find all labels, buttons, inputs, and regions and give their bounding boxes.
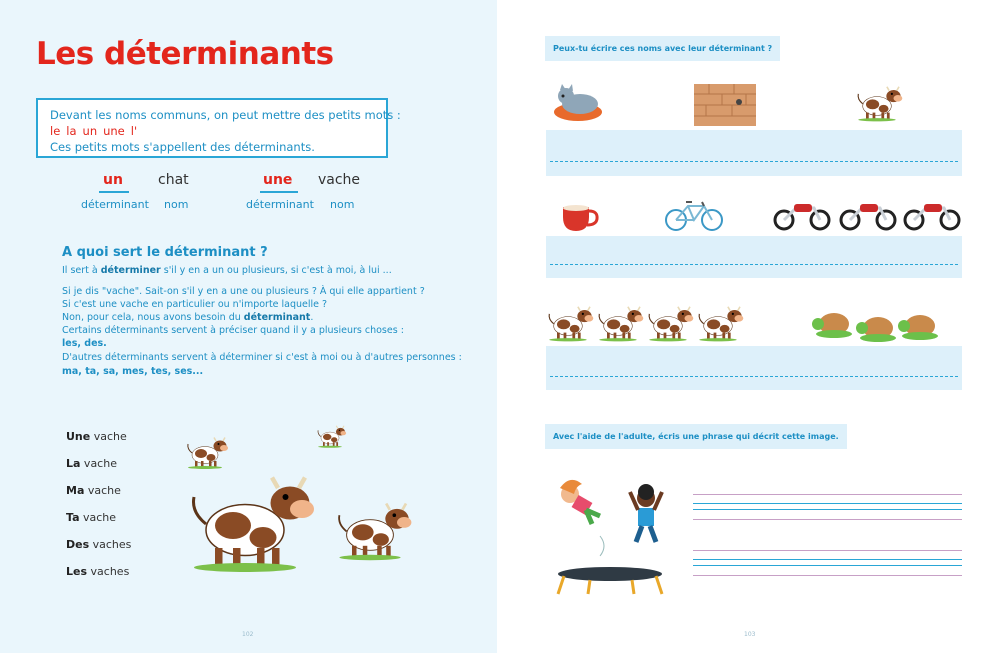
list-item: Ta vache — [66, 511, 117, 524]
cow-icon — [194, 478, 315, 573]
example-1-noun-label: nom — [164, 198, 189, 211]
cow-icon — [649, 307, 693, 342]
cow-icon — [188, 438, 228, 470]
paragraph-6: les, des. — [62, 338, 107, 349]
instruction-1: Peux-tu écrire ces noms avec leur déterminant ? — [545, 36, 780, 61]
example-1-det-label: déterminant — [81, 198, 149, 211]
instruction-2: Avec l'aide de l'adulte, écris une phrase qui décrit cette image. — [545, 424, 847, 449]
bicycle-icon — [664, 196, 724, 232]
left-page — [0, 0, 497, 653]
determiner-la: la — [66, 124, 77, 138]
turtle-icon — [898, 315, 938, 340]
cow-icon — [599, 307, 643, 342]
rule-line-3: Ces petits mots s'appellent des déterminants. — [50, 140, 315, 154]
list-item: Ma vache — [66, 484, 121, 497]
motorbike-icon — [841, 204, 895, 229]
cat-icon — [550, 84, 610, 124]
section-heading: A quoi sert le déterminant ? — [62, 245, 268, 260]
motorbike-icon — [775, 204, 829, 229]
list-item: Les vaches — [66, 565, 130, 578]
example-2-det-label: déterminant — [246, 198, 314, 211]
motorbike-group — [774, 200, 962, 232]
dashed-line — [550, 376, 958, 377]
cow-icon — [549, 307, 593, 342]
writing-line — [693, 559, 962, 560]
turtle-icon — [856, 317, 896, 342]
example-2-noun-label: nom — [330, 198, 355, 211]
paragraph-3: Si c'est une vache en particulier ou n'importe laquelle ? — [62, 299, 328, 310]
cows-illustration — [0, 0, 497, 653]
example-2-noun: vache — [318, 172, 361, 188]
wall-icon — [694, 84, 756, 126]
writing-line — [693, 550, 962, 551]
cup-icon — [561, 203, 599, 233]
determiner-le: le — [50, 124, 61, 138]
cow-icon — [855, 82, 911, 124]
cow-icon — [318, 426, 346, 448]
write-band-1 — [546, 130, 962, 176]
determiner-un: un — [82, 124, 98, 138]
write-band-3 — [546, 346, 962, 390]
page-number: 102 — [242, 631, 254, 638]
list-item: Des vaches — [66, 538, 132, 551]
dashed-line — [550, 264, 958, 265]
writing-line — [693, 509, 962, 510]
motorbike-icon — [905, 204, 959, 229]
turtles-row — [810, 302, 946, 342]
determiner-l: l' — [130, 124, 138, 138]
writing-line — [693, 494, 962, 495]
turtle-icon — [812, 313, 852, 338]
dashed-line — [550, 161, 958, 162]
rule-line-1: Devant les noms communs, on peut mettre des petits mots : — [50, 108, 401, 122]
paragraph-8: ma, ta, sa, mes, tes, ses... — [62, 366, 204, 377]
list-item: Une vache — [66, 430, 127, 443]
page-number: 103 — [744, 631, 756, 638]
example-1-noun: chat — [158, 172, 189, 188]
writing-line — [693, 503, 962, 504]
example-2-determiner: une — [263, 172, 293, 188]
page-title: Les déterminants — [36, 36, 334, 72]
example-1-determiner: un — [103, 172, 123, 188]
writing-line — [693, 565, 962, 566]
paragraph-4: Non, pour cela, nous avons besoin du déterminant. — [62, 312, 314, 323]
paragraph-2: Si je dis "vache". Sait-on s'il y en a une ou plusieurs ? À qui elle appartient ? — [62, 286, 425, 297]
writing-line — [693, 519, 962, 520]
cow-icon — [699, 307, 743, 342]
paragraph-1: Il sert à déterminer s'il y en a un ou plusieurs, si c'est à moi, à lui ... — [62, 265, 392, 276]
paragraph-7: D'autres déterminants servent à déterminer si c'est à moi ou à d'autres personnes : — [62, 352, 462, 363]
determiner-une: une — [103, 124, 125, 138]
list-item: La vache — [66, 457, 117, 470]
cows-row — [548, 300, 748, 346]
cow-icon — [339, 504, 411, 561]
writing-line — [693, 575, 962, 576]
trampoline-icon — [550, 476, 678, 602]
write-band-2 — [546, 236, 962, 278]
paragraph-5: Certains déterminants servent à préciser quand il y a plusieurs choses : — [62, 325, 404, 336]
writing-lines — [693, 494, 962, 580]
